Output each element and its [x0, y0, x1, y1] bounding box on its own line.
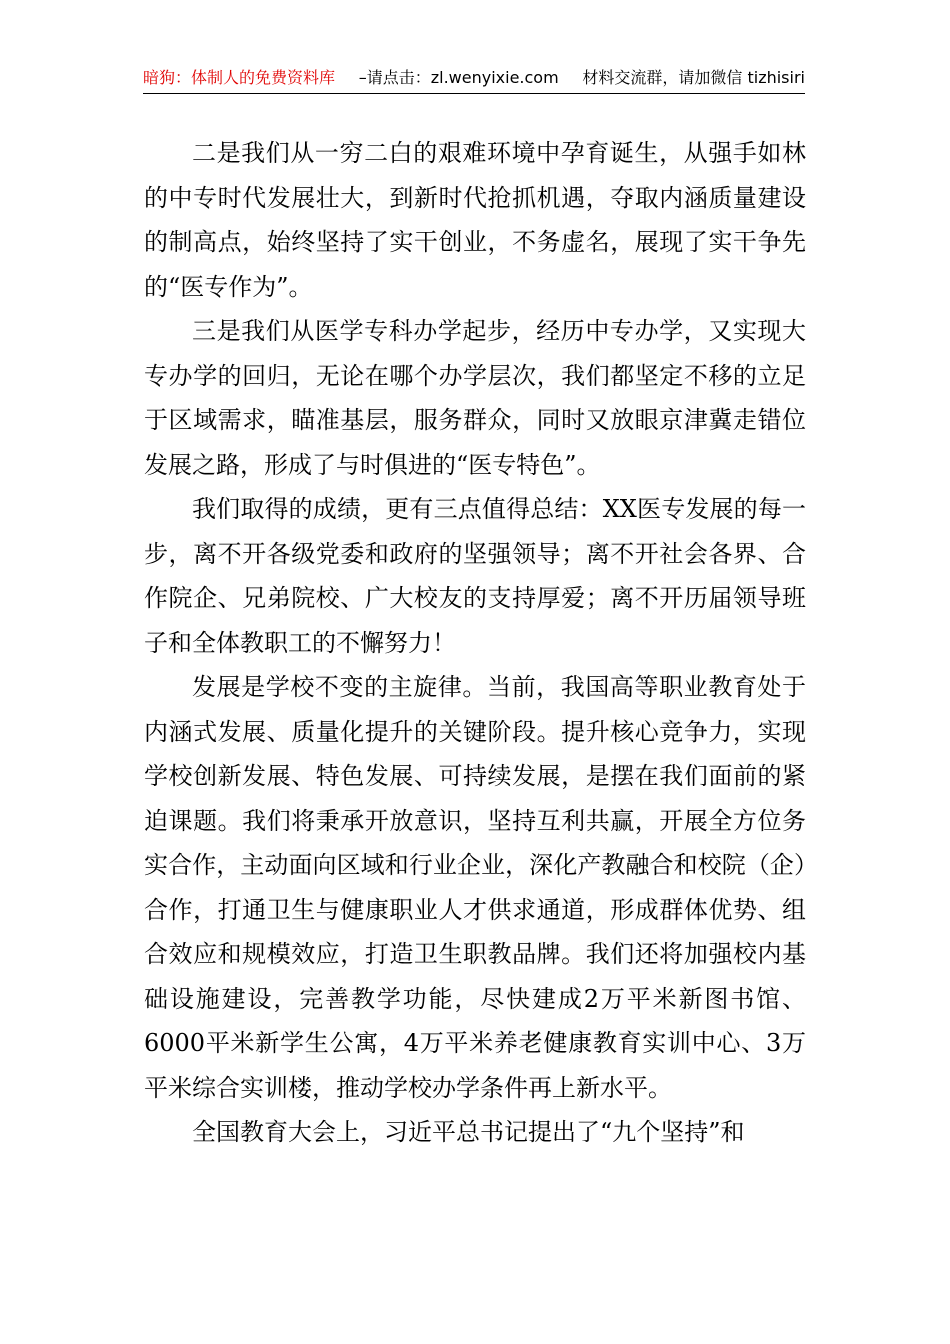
paragraph: 二是我们从一穷二白的艰难环境中孕育诞生，从强手如林的中专时代发展壮大，到新时代抢抓机遇，夺取内涵质量建设的制高点，始终坚持了实干创业，不务虚名，展现了实干争先的“医专作为”。 — [144, 139, 806, 301]
paragraph: 三是我们从医学专科办学起步，经历中专办学，又实现大专办学的回归，无论在哪个办学层次，我们都坚定不移的立足于区域需求，瞄准基层，服务群众，同时又放眼京津冀走错位发展之路，形成了与时俱进的“医专特色”。 — [144, 317, 806, 479]
paragraph: 发展是学校不变的主旋律。当前，我国高等职业教育处于内涵式发展、质量化提升的关键阶段。提升核心竞争力，实现学校创新发展、特色发展、可持续发展，是摆在我们面前的紧迫课题。我们将秉承开放意识，坚持互利共赢，开展全方位务实合作，主动面向区域和行业企业，深化产教融合和校院（企）合作，打通卫生与健康职业人才供求通道，形成群体优势、组合效应和规模效应，打造卫生职教品牌。我们还将加强校内基础设施建设，完善教学功能，尽快建成2万平米新图书馆、6000平米新学生公寓，4万平米养老健康教育实训中心、3万平米综合实训楼，推动学校办学条件再上新水平。 — [144, 673, 806, 1102]
header-brand: 暗狗：体制人的免费资料库 — [143, 68, 336, 87]
header-wechat-note: 材料交流群，请加微信 tizhisiri — [582, 68, 805, 87]
page-header — [143, 66, 805, 90]
header-link[interactable]: –请点击：zl.wenyixie.com — [358, 68, 559, 87]
document-body — [144, 131, 806, 1155]
paragraph: 我们取得的成绩，更有三点值得总结：XX医专发展的每一步，离不开各级党委和政府的坚强领导；离不开社会各界、合作院企、兄弟院校、广大校友的支持厚爱；离不开历届领导班子和全体教职工的不懈努力！ — [144, 495, 806, 657]
header-divider — [143, 93, 805, 94]
paragraph: 全国教育大会上，习近平总书记提出了“九个坚持”和 — [192, 1118, 745, 1146]
